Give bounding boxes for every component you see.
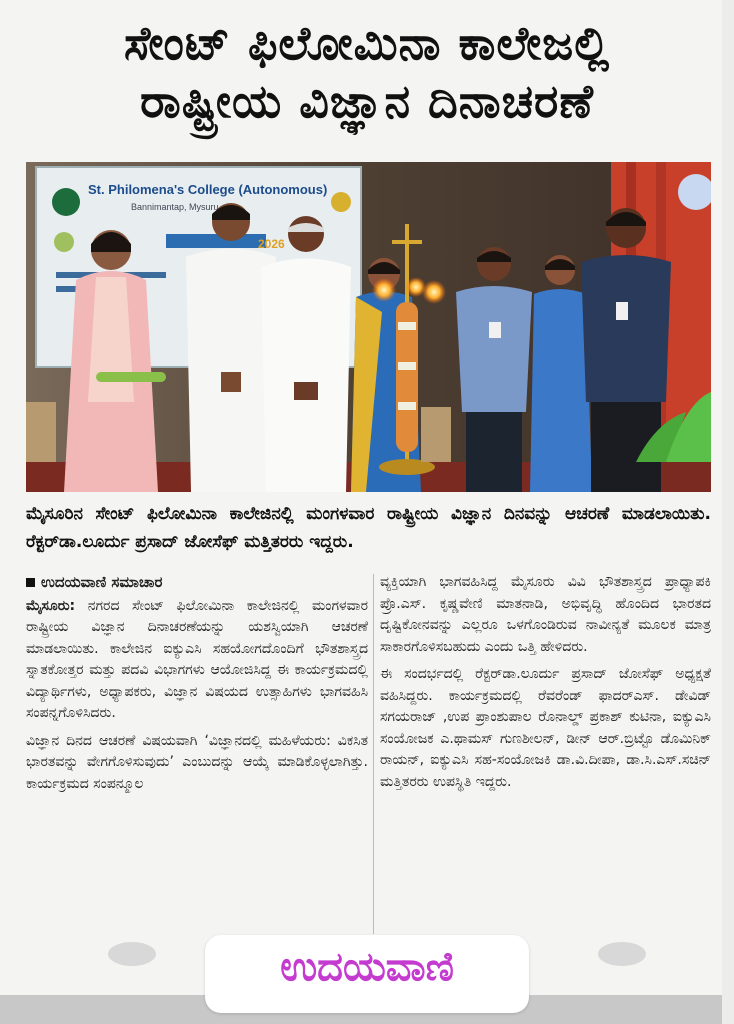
headline: [0, 14, 734, 130]
banner-year: 2026: [258, 237, 285, 251]
article-paragraph-3: ವ್ಯಕ್ತಿಯಾಗಿ ಭಾಗವಹಿಸಿದ್ದ ಮೈಸೂರು ವಿವಿ ಭೌತಶಾಸ್ತ್ರದ ಪ್ರಾಧ್ಯಾಪಕಿ ಪ್ರೊ.ಎಸ್. ಕೃಷ್ಣವೇಣಿ ಮಾತನಾಡಿ, ಅಭಿವೃದ್ಧಿ ಹೊಂದಿದ ಭಾರತದ ದೃಷ್ಟಿಕೋನವನ್ನು ಎಲ್ಲರೂ ಒಳಗೊಂಡಿರುವ ನಾವೀನ್ಯತೆ ಮೂಲಕ ಮಾತ್ರ ಸಾಕಾರಗೊಳಿಸಬಹುದು ಎಂದು ಒತ್ತಿ ಹೇಳಿದರು.: [380, 574, 711, 655]
article-column-right: [380, 572, 711, 799]
event-photo: [26, 162, 711, 492]
article-paragraph-1-text: ನಗರದ ಸೇಂಟ್ ಫಿಲೋಮಿನಾ ಕಾಲೇಜಿನಲ್ಲಿ ಮಂಗಳವಾರ ರಾಷ್ಟ್ರೀಯ ವಿಜ್ಞಾನ ದಿನಾಚರಣೆಯನ್ನು ಯಶಸ್ವಿಯಾಗಿ ಆಚರಣೆ ಮಾಡಲಾಯಿತು. ಕಾಲೇಜಿನ ಐಕ್ಯುಎಸಿ ಸಹಯೋಗದೊಂದಿಗೆ ಭೌತಶಾಸ್ತ್ರದ ಸ್ನಾತಕೋತ್ತರ ಮತ್ತು ಪದವಿ ವಿಭಾಗಗಳು ಆಯೋಜಿಸಿದ್ದ ಈ ಕಾರ್ಯಕ್ರಮದಲ್ಲಿ ವಿದ್ಯಾರ್ಥಿಗಳು, ಅಧ್ಯಾಪಕರು, ವಿಜ್ಞಾನ ವಿಷಯದ ಉತ್ಸಾಹಿಗಳು ಭಾಗವಹಿಸಿ ಸಂಪನ್ನಗೊಳಿಸಿದರು.: [26, 597, 368, 721]
page-edge: [722, 0, 734, 1024]
article-paragraph-1: [26, 596, 368, 725]
headline-line-1: ಸೇಂಟ್ ಫಿಲೋಮಿನಾ ಕಾಲೇಜಲ್ಲಿ: [124, 16, 610, 70]
newspaper-logo: ಉದಯವಾಣಿ: [280, 944, 454, 990]
decorative-blob-right: [598, 942, 646, 966]
byline-text: ಉದಯವಾಣಿ ಸಮಾಚಾರ: [41, 573, 163, 591]
banner-subtitle: Bannimantap, Mysuru: [131, 202, 219, 212]
dateline-place: ಮೈಸೂರು:: [26, 597, 76, 614]
banner-title: St. Philomena's College (Autonomous): [88, 182, 328, 197]
article-column-left: [26, 572, 368, 801]
article-paragraph-2: ವಿಜ್ಞಾನ ದಿನದ ಆಚರಣೆ ವಿಷಯವಾಗಿ ‘ವಿಜ್ಞಾನದಲ್ಲಿ ಮಹಿಳೆಯರು: ವಿಕಸಿತ ಭಾರತವನ್ನು ವೇಗಗೊಳಿಸುವುದು’ ಎಂಬುದನ್ನು ಆಯ್ಕೆ ಮಾಡಿಕೊಳ್ಳಲಾಗಿತ್ತು. ಕಾರ್ಯಕ್ರಮದ ಸಂಪನ್ಮೂಲ: [26, 732, 368, 792]
article-paragraph-4: ಈ ಸಂದರ್ಭದಲ್ಲಿ ರೆಕ್ಟರ್‌ಡಾ.ಲೂರ್ದು ಪ್ರಸಾದ್ ಜೋಸೆಫ್ ಅಧ್ಯಕ್ಷತೆ ವಹಿಸಿದ್ದರು. ಕಾರ್ಯಕ್ರಮದಲ್ಲಿ ರೆವರೆಂಡ್ ಫಾದರ್‌ಎಸ್. ಡೇವಿಡ್ ಸಗಯರಾಜ್ ,ಉಪ ಪ್ರಾಂಶುಪಾಲ ರೊನಾಲ್ಡ್ ಪ್ರಕಾಶ್ ಕುಟಿನಾ, ಐಕ್ಯುಎಸಿ ಸಂಯೋಜಕ ಎ.ಥಾಮಸ್ ಗುಣಶೀಲನ್, ಡೀನ್ ಆರ್.ಬ್ರಿಟ್ಟೊ ಡೊಮಿನಿಕ್ ರಾಯನ್, ಐಕ್ಯುಎಸಿ ಸಹ-ಸಂಯೋಜಕಿ ಡಾ.ವಿ.ದೀಪಾ, ಡಾ.ಸಿ.ಎಸ್.ಸಚಿನ್ ಮತ್ತಿತರರು ಉಪಸ್ಥಿತಿ ಇದ್ದರು.: [380, 666, 711, 790]
decorative-blob-left: [108, 942, 156, 966]
bullet-square-icon: [26, 578, 35, 587]
photo-caption: ಮೈಸೂರಿನ ಸೇಂಟ್ ಫಿಲೋಮಿನಾ ಕಾಲೇಜಿನಲ್ಲಿ ಮಂಗಳವಾರ ರಾಷ್ಟ್ರೀಯ ವಿಜ್ಞಾನ ದಿನವನ್ನು ಆಚರಣೆ ಮಾಡಲಾಯಿತು. ರೆಕ್ಟರ್‌ಡಾ.ಲೂರ್ದು ಪ್ರಸಾದ್ ಜೋಸೆಫ್ ಮತ್ತಿತರರು ಇದ್ದರು.: [26, 504, 711, 552]
headline-line-2: ರಾಷ್ಟ್ರೀಯ ವಿಜ್ಞಾನ ದಿನಾಚರಣೆ: [140, 74, 594, 128]
byline: [26, 572, 368, 594]
column-divider: [373, 574, 374, 934]
